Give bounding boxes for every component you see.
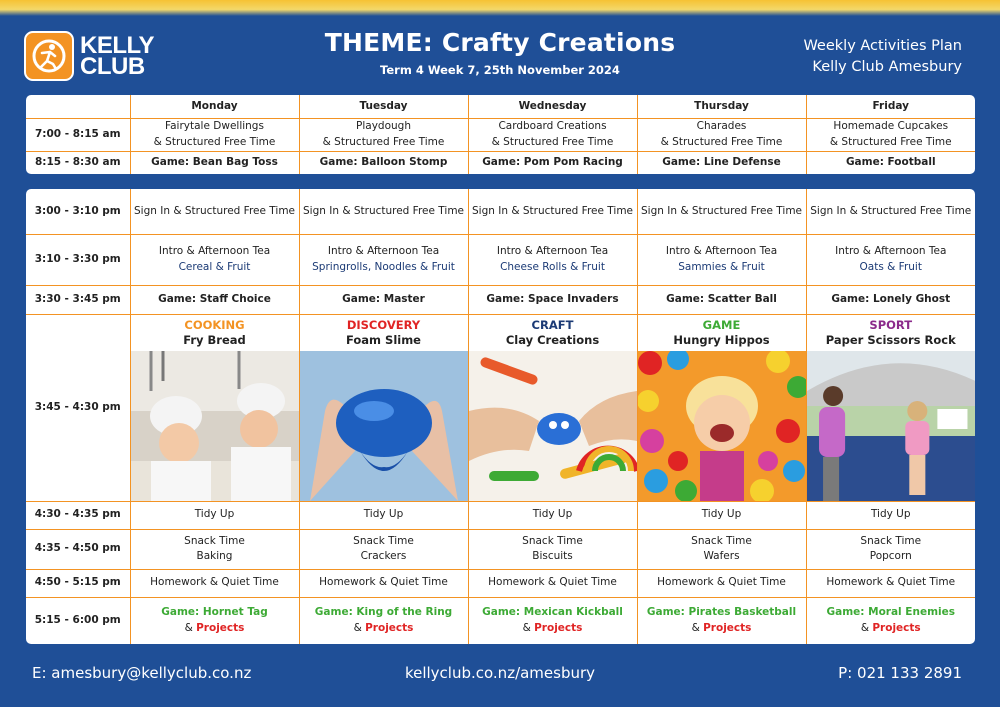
afternoon-schedule-table [26,189,975,644]
time-slot: 3:00 - 3:10 pm [26,189,130,234]
snack-cell [637,529,806,569]
final-game: Game: King of the Ring [314,606,453,619]
activity-suffix: & Structured Free Time [660,135,783,148]
snack-label: Snack Time [522,534,583,547]
snack-label: Snack Time [691,534,752,547]
afternoon-game: Game: Lonely Ghost [806,285,975,314]
projects-label: Projects [534,621,583,634]
tidy-cell: Tidy Up [637,501,806,529]
morning-game: Game: Football [806,151,975,174]
logo-line-2: CLUB [80,53,145,80]
projects-prefix: & [860,621,870,634]
time-slot: 3:45 - 4:30 pm [26,314,130,501]
activity-title: Foam Slime [346,333,421,347]
tea-food: Cheese Rolls & Fruit [500,260,605,273]
final-game-cell [637,597,806,644]
activity-title: Clay Creations [505,333,600,347]
snack-cell [806,529,975,569]
final-game-cell [806,597,975,644]
intro-label: Intro & Afternoon Tea [496,245,609,257]
snack-item: Crackers [360,550,407,562]
tidy-cell: Tidy Up [130,501,299,529]
homework-cell: Homework & Quiet Time [468,569,637,597]
afternoon-game: Game: Staff Choice [130,285,299,314]
projects-label: Projects [365,621,414,634]
day-header: Monday [130,95,299,118]
signin-cell: Sign In & Structured Free Time [468,189,637,234]
tea-food: Sammies & Fruit [678,260,765,273]
intro-label: Intro & Afternoon Tea [158,245,271,257]
tea-cell [468,234,637,285]
activity-category: CRAFT [531,317,574,332]
activity-title: Hungry Hippos [673,333,770,347]
morning-game: Game: Line Defense [637,151,806,174]
tidy-cell: Tidy Up [806,501,975,529]
activity-name: Charades [696,120,747,132]
final-game: Game: Mexican Kickball [482,606,623,619]
final-game: Game: Moral Enemies [826,606,955,619]
top-accent-bar [0,0,1000,16]
morning-game: Game: Pom Pom Racing [468,151,637,174]
intro-label: Intro & Afternoon Tea [665,245,778,257]
slime-photo [300,351,468,501]
activity-name: Cardboard Creations [498,120,607,132]
final-game: Game: Hornet Tag [161,606,268,619]
homework-cell: Homework & Quiet Time [130,569,299,597]
activity-title: Paper Scissors Rock [825,333,956,347]
intro-label: Intro & Afternoon Tea [327,245,440,257]
time-slot: 4:35 - 4:50 pm [26,529,130,569]
logo-figure-icon [24,31,74,81]
snack-item: Biscuits [532,550,573,562]
activity-cell-game [637,314,806,501]
projects-prefix: & [184,621,193,634]
tea-cell [130,234,299,285]
snack-label: Snack Time [184,534,245,547]
plan-info [803,36,962,78]
snack-cell [299,529,468,569]
final-game-cell [468,597,637,644]
footer-website[interactable]: kellyclub.co.nz/amesbury [404,664,596,682]
morning-activity [130,118,299,151]
sport-kids-photo [807,351,976,501]
activity-name: Homemade Cupcakes [833,120,949,132]
projects-label: Projects [872,621,921,634]
activity-suffix: & Structured Free Time [491,135,614,148]
ball-pit-photo [638,351,806,501]
morning-activity [299,118,468,151]
tea-food: Oats & Fruit [859,260,922,273]
activity-cell-craft [468,314,637,501]
homework-cell: Homework & Quiet Time [806,569,975,597]
time-slot: 3:30 - 3:45 pm [26,285,130,314]
time-slot: 7:00 - 8:15 am [26,118,130,151]
time-slot: 5:15 - 6:00 pm [26,597,130,644]
cooking-kids-photo [131,351,299,501]
footer-email[interactable]: E: amesbury@kellyclub.co.nz [32,664,252,682]
signin-cell: Sign In & Structured Free Time [637,189,806,234]
intro-label: Intro & Afternoon Tea [835,245,947,257]
time-slot: 4:30 - 4:35 pm [26,501,130,529]
day-header: Wednesday [468,95,637,118]
tidy-cell: Tidy Up [299,501,468,529]
term-subtitle: Term 4 Week 7, 25th November 2024 [380,63,620,77]
corner-cell [26,95,130,118]
activity-title: Fry Bread [183,333,246,347]
activity-category: DISCOVERY [346,317,421,332]
day-header: Friday [806,95,975,118]
final-game-cell [130,597,299,644]
activity-cell-discovery [299,314,468,501]
projects-prefix: & [353,621,362,634]
snack-item: Baking [196,550,233,562]
final-game: Game: Pirates Basketball [646,606,797,619]
morning-activity [468,118,637,151]
tea-cell [806,234,975,285]
theme-title: THEME: Crafty Creations [324,28,676,57]
time-slot: 8:15 - 8:30 am [26,151,130,174]
logo-line-1: KELLY [80,32,154,59]
homework-cell: Homework & Quiet Time [637,569,806,597]
morning-game: Game: Bean Bag Toss [130,151,299,174]
day-header: Thursday [637,95,806,118]
activity-category: SPORT [869,317,913,332]
tea-food: Springrolls, Noodles & Fruit [312,260,455,273]
activity-name: Fairytale Dwellings [165,120,264,132]
projects-prefix: & [522,621,531,634]
activity-suffix: & Structured Free Time [322,135,445,148]
tea-cell [299,234,468,285]
tidy-cell: Tidy Up [468,501,637,529]
final-game-cell [299,597,468,644]
morning-activity [637,118,806,151]
plan-title: Weekly Activities Plan [803,38,962,54]
snack-label: Snack Time [860,534,922,547]
snack-cell [468,529,637,569]
tea-cell [637,234,806,285]
snack-label: Snack Time [353,534,414,547]
kelly-club-logo [24,30,164,82]
activity-cell-sport [806,314,975,501]
afternoon-game: Game: Space Invaders [468,285,637,314]
afternoon-game: Game: Master [299,285,468,314]
snack-item: Popcorn [869,550,912,562]
signin-cell: Sign In & Structured Free Time [806,189,975,234]
morning-schedule-table [26,95,975,174]
title-block [300,28,700,77]
snack-cell [130,529,299,569]
morning-game: Game: Balloon Stomp [299,151,468,174]
logo-wordmark [80,32,154,80]
day-header: Tuesday [299,95,468,118]
snack-item: Wafers [703,550,740,562]
activity-suffix: & Structured Free Time [153,135,276,148]
club-name: Kelly Club Amesbury [812,59,962,75]
activity-suffix: & Structured Free Time [829,135,952,148]
tea-food: Cereal & Fruit [178,260,251,273]
projects-label: Projects [703,621,752,634]
time-slot: 4:50 - 5:15 pm [26,569,130,597]
activity-cell-cooking [130,314,299,501]
clay-photo [469,351,637,501]
morning-activity [806,118,975,151]
activity-category: GAME [702,317,741,332]
afternoon-game: Game: Scatter Ball [637,285,806,314]
signin-cell: Sign In & Structured Free Time [299,189,468,234]
projects-label: Projects [196,621,245,634]
projects-prefix: & [691,621,700,634]
signin-cell: Sign In & Structured Free Time [130,189,299,234]
time-slot: 3:10 - 3:30 pm [26,234,130,285]
homework-cell: Homework & Quiet Time [299,569,468,597]
activity-category: COOKING [184,317,245,332]
activity-name: Playdough [356,120,411,132]
footer-phone: P: 021 133 2891 [838,664,962,682]
